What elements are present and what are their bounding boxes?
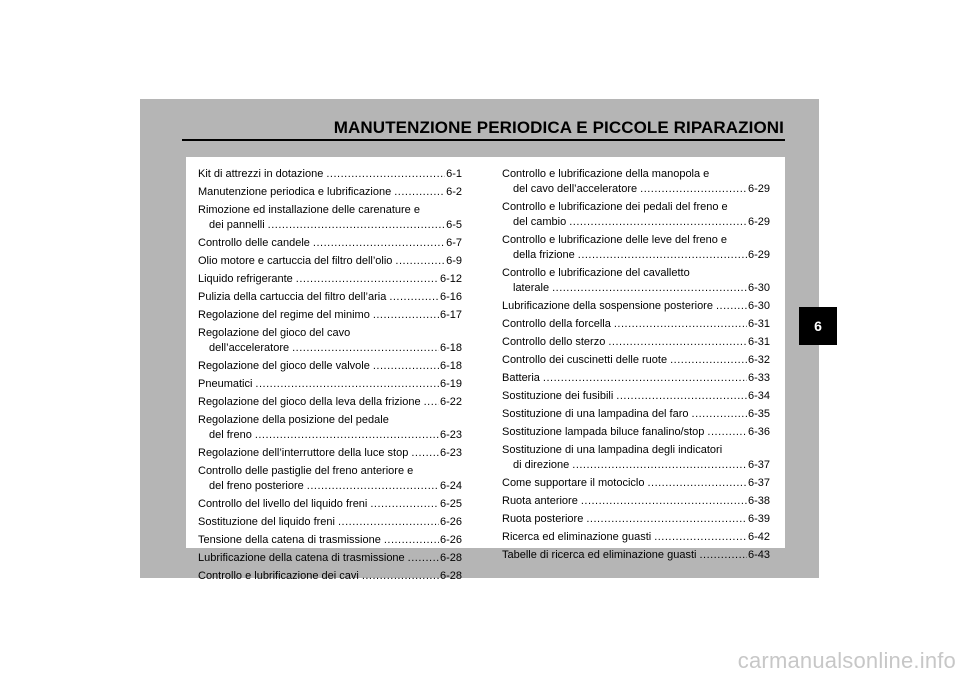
toc-entry-title: Lubrificazione della catena di trasmissione bbox=[198, 552, 405, 564]
toc-leader-dots bbox=[586, 512, 747, 527]
toc-entry[interactable] bbox=[502, 233, 770, 263]
toc-entry-title-line1: Sostituzione di una lampadina degli indicatori bbox=[502, 444, 723, 456]
toc-entry[interactable] bbox=[502, 353, 770, 368]
toc-leader-dots bbox=[640, 182, 747, 197]
toc-leader-dots bbox=[326, 167, 445, 182]
toc-leader-dots bbox=[338, 515, 439, 530]
toc-entry-page: 6-36 bbox=[747, 426, 770, 438]
toc-entry-row bbox=[198, 395, 462, 410]
toc-entry[interactable] bbox=[198, 254, 462, 269]
toc-entry-row bbox=[502, 353, 770, 368]
toc-entry-title-line1: Regolazione del gioco del cavo bbox=[198, 327, 351, 339]
toc-leader-dots bbox=[616, 389, 747, 404]
toc-entry-page: 6-26 bbox=[439, 534, 462, 546]
toc-entry-page: 6-16 bbox=[439, 291, 462, 303]
toc-entry[interactable] bbox=[502, 494, 770, 509]
toc-entry[interactable] bbox=[198, 515, 462, 530]
toc-entry-row bbox=[198, 272, 462, 287]
toc-entry-page: 6-17 bbox=[439, 309, 462, 321]
title-underline bbox=[182, 139, 785, 141]
toc-entry[interactable] bbox=[198, 497, 462, 512]
toc-entry-title: dei pannelli bbox=[209, 219, 265, 231]
toc-entry-row bbox=[198, 185, 462, 200]
toc-entry-title: della frizione bbox=[513, 249, 575, 261]
toc-entry[interactable] bbox=[198, 203, 462, 233]
toc-entry-page: 6-35 bbox=[747, 408, 770, 420]
toc-entry-page: 6-31 bbox=[747, 318, 770, 330]
toc-entry-row bbox=[198, 515, 462, 530]
toc-entry-title: Regolazione del gioco delle valvole bbox=[198, 360, 370, 372]
page-title: MANUTENZIONE PERIODICA E PICCOLE RIPARAZIONI bbox=[333, 118, 784, 137]
toc-entry-row bbox=[198, 551, 462, 566]
toc-entry-page: 6-25 bbox=[439, 498, 462, 510]
toc-entry-title: Liquido refrigerante bbox=[198, 273, 293, 285]
toc-entry-page: 6-32 bbox=[747, 354, 770, 366]
chapter-tab[interactable]: 6 bbox=[799, 307, 837, 345]
toc-entry-row bbox=[502, 548, 770, 563]
toc-entry-title: dell’acceleratore bbox=[209, 342, 290, 354]
toc-entry-page: 6-37 bbox=[747, 477, 770, 489]
toc-entry-page: 6-1 bbox=[446, 168, 462, 180]
toc-entry-title: Olio motore e cartuccia del filtro dell’olio bbox=[198, 255, 393, 267]
toc-entry-title-line1: Regolazione della posizione del pedale bbox=[198, 414, 389, 426]
toc-leader-dots bbox=[608, 335, 747, 350]
toc-entry-title: Regolazione del gioco della leva della frizione bbox=[198, 396, 421, 408]
toc-entry-title-line1: Controllo e lubrificazione dei pedali del freno e bbox=[502, 201, 728, 213]
toc-entry-row bbox=[198, 308, 462, 323]
toc-leader-dots bbox=[572, 458, 747, 473]
toc-entry-title: Sostituzione lampada biluce fanalino/stop bbox=[502, 426, 705, 438]
toc-entry-page: 6-26 bbox=[439, 516, 462, 528]
toc-entry-row bbox=[502, 215, 770, 230]
toc-entry-page: 6-9 bbox=[446, 255, 462, 267]
toc-entry-page: 6-30 bbox=[747, 282, 770, 294]
toc-entry[interactable] bbox=[502, 425, 770, 440]
toc-entry-title: Sostituzione dei fusibili bbox=[502, 390, 614, 402]
toc-entry-page: 6-38 bbox=[747, 495, 770, 507]
toc-leader-dots bbox=[292, 341, 439, 356]
toc-entry-title: Pulizia della cartuccia del filtro dell’aria bbox=[198, 291, 387, 303]
toc-leader-dots bbox=[699, 548, 747, 563]
toc-entry-row bbox=[198, 254, 462, 269]
toc-leader-dots bbox=[373, 308, 439, 323]
toc-entry-title: laterale bbox=[513, 282, 550, 294]
toc-entry-title: Kit di attrezzi in dotazione bbox=[198, 168, 324, 180]
toc-entry[interactable] bbox=[198, 533, 462, 548]
toc-entry[interactable] bbox=[198, 377, 462, 392]
toc-entry[interactable] bbox=[198, 308, 462, 323]
toc-entry-page: 6-33 bbox=[747, 372, 770, 384]
toc-entry-page: 6-18 bbox=[439, 360, 462, 372]
toc-entry-row bbox=[198, 218, 462, 233]
toc-leader-dots bbox=[395, 254, 445, 269]
toc-entry-title: Ruota anteriore bbox=[502, 495, 578, 507]
toc-entry-title-line1: Rimozione ed installazione delle carenature e bbox=[198, 204, 420, 216]
toc-leader-dots bbox=[373, 359, 439, 374]
toc-entry[interactable] bbox=[198, 326, 462, 356]
toc-leader-dots bbox=[654, 530, 747, 545]
toc-entry-title: Ricerca ed eliminazione guasti bbox=[502, 531, 652, 543]
toc-entry-row bbox=[502, 317, 770, 332]
toc-entry-row bbox=[502, 512, 770, 527]
toc-entry-title: del freno posteriore bbox=[209, 480, 304, 492]
toc-entry-page: 6-29 bbox=[747, 183, 770, 195]
toc-entry-row bbox=[198, 569, 462, 584]
toc-left-column bbox=[198, 167, 462, 587]
toc-entry-title-line1: Controllo e lubrificazione del cavalletto bbox=[502, 267, 690, 279]
toc-entry[interactable] bbox=[502, 335, 770, 350]
toc-leader-dots bbox=[424, 395, 439, 410]
toc-entry[interactable] bbox=[198, 551, 462, 566]
toc-entry-row bbox=[198, 446, 462, 461]
toc-entry-page: 6-23 bbox=[439, 429, 462, 441]
toc-entry[interactable] bbox=[502, 299, 770, 314]
toc-entry[interactable] bbox=[198, 569, 462, 584]
toc-entry-title: Sostituzione del liquido freni bbox=[198, 516, 335, 528]
toc-entry[interactable] bbox=[198, 185, 462, 200]
toc-entry-page: 6-28 bbox=[439, 570, 462, 582]
toc-entry[interactable] bbox=[198, 236, 462, 251]
toc-entry[interactable] bbox=[502, 548, 770, 563]
toc-entry-title: Manutenzione periodica e lubrificazione bbox=[198, 186, 392, 198]
toc-entry-page: 6-28 bbox=[439, 552, 462, 564]
toc-entry-page: 6-34 bbox=[747, 390, 770, 402]
toc-entry-page: 6-42 bbox=[747, 531, 770, 543]
toc-entry-row bbox=[502, 371, 770, 386]
toc-entry-page: 6-29 bbox=[747, 249, 770, 261]
toc-panel bbox=[186, 157, 785, 582]
toc-entry[interactable] bbox=[198, 395, 462, 410]
toc-leader-dots bbox=[411, 446, 439, 461]
toc-entry-row bbox=[198, 290, 462, 305]
toc-leader-dots bbox=[716, 299, 747, 314]
toc-entry-row bbox=[198, 167, 462, 182]
toc-entry-title-line1: Controllo e lubrificazione delle leve del freno e bbox=[502, 234, 728, 246]
toc-entry-page: 6-39 bbox=[747, 513, 770, 525]
toc-entry-title: Controllo delle candele bbox=[198, 237, 310, 249]
toc-entry[interactable] bbox=[198, 167, 462, 182]
toc-entry[interactable] bbox=[502, 476, 770, 491]
toc-entry-row bbox=[198, 428, 462, 443]
toc-entry[interactable] bbox=[502, 200, 770, 230]
toc-entry[interactable] bbox=[502, 530, 770, 545]
toc-entry-row bbox=[502, 281, 770, 296]
toc-leader-dots bbox=[255, 377, 439, 392]
toc-entry-row bbox=[198, 479, 462, 494]
toc-entry[interactable] bbox=[502, 317, 770, 332]
toc-entry-row bbox=[502, 476, 770, 491]
toc-entry-page: 6-31 bbox=[747, 336, 770, 348]
toc-leader-dots bbox=[408, 551, 439, 566]
toc-entry-page: 6-23 bbox=[439, 447, 462, 459]
toc-entry-title: Batteria bbox=[502, 372, 540, 384]
toc-entry[interactable] bbox=[502, 407, 770, 422]
toc-entry-title: del freno bbox=[209, 429, 252, 441]
toc-leader-dots bbox=[268, 218, 445, 233]
toc-entry-row bbox=[502, 182, 770, 197]
toc-leader-dots bbox=[313, 236, 445, 251]
toc-entry[interactable] bbox=[502, 167, 770, 197]
toc-entry-page: 6-7 bbox=[446, 237, 462, 249]
toc-leader-dots bbox=[647, 476, 747, 491]
toc-leader-dots bbox=[394, 185, 445, 200]
toc-leader-dots bbox=[581, 494, 747, 509]
toc-entry-row bbox=[198, 236, 462, 251]
toc-entry[interactable] bbox=[198, 413, 462, 443]
toc-entry-row bbox=[502, 407, 770, 422]
toc-entry-title: Sostituzione di una lampadina del faro bbox=[502, 408, 689, 420]
toc-entry[interactable] bbox=[198, 446, 462, 461]
toc-entry[interactable] bbox=[198, 464, 462, 494]
toc-entry-page: 6-24 bbox=[439, 480, 462, 492]
toc-entry[interactable] bbox=[502, 512, 770, 527]
toc-entry-page: 6-19 bbox=[439, 378, 462, 390]
toc-leader-dots bbox=[569, 215, 747, 230]
toc-entry-row bbox=[502, 335, 770, 350]
toc-entry-row bbox=[198, 341, 462, 356]
toc-leader-dots bbox=[707, 425, 747, 440]
toc-entry-row bbox=[198, 359, 462, 374]
toc-entry[interactable] bbox=[198, 359, 462, 374]
watermark: carmanualsonline.info bbox=[737, 648, 956, 673]
toc-entry-title: Controllo del livello del liquido freni bbox=[198, 498, 368, 510]
toc-entry-page: 6-22 bbox=[439, 396, 462, 408]
toc-entry-page: 6-43 bbox=[747, 549, 770, 561]
toc-entry-row bbox=[198, 497, 462, 512]
toc-entry-page: 6-2 bbox=[446, 186, 462, 198]
toc-leader-dots bbox=[389, 290, 439, 305]
toc-entry-page: 6-37 bbox=[747, 459, 770, 471]
toc-entry[interactable] bbox=[502, 266, 770, 296]
toc-entry-title: di direzione bbox=[513, 459, 570, 471]
toc-entry[interactable] bbox=[502, 389, 770, 404]
toc-entry-title: Lubrificazione della sospensione posteriore bbox=[502, 300, 713, 312]
toc-leader-dots bbox=[362, 569, 439, 584]
toc-leader-dots bbox=[296, 272, 439, 287]
toc-entry[interactable] bbox=[502, 371, 770, 386]
toc-entry[interactable] bbox=[198, 272, 462, 287]
toc-entry-row bbox=[502, 299, 770, 314]
toc-entry-title: Regolazione dell’interruttore della luce stop bbox=[198, 447, 409, 459]
toc-entry-row bbox=[198, 533, 462, 548]
toc-entry-title: Tabelle di ricerca ed eliminazione guasti bbox=[502, 549, 697, 561]
toc-entry-title: Controllo dello sterzo bbox=[502, 336, 606, 348]
toc-entry-row bbox=[502, 425, 770, 440]
toc-entry-page: 6-12 bbox=[439, 273, 462, 285]
toc-leader-dots bbox=[370, 497, 439, 512]
toc-leader-dots bbox=[692, 407, 747, 422]
toc-entry-row bbox=[502, 248, 770, 263]
toc-entry-page: 6-29 bbox=[747, 216, 770, 228]
toc-leader-dots bbox=[578, 248, 747, 263]
toc-entry-title: Tensione della catena di trasmissione bbox=[198, 534, 381, 546]
toc-entry-title: del cavo dell’acceleratore bbox=[513, 183, 638, 195]
toc-entry-title-line1: Controllo e lubrificazione della manopola e bbox=[502, 168, 710, 180]
toc-entry-row bbox=[502, 494, 770, 509]
toc-entry-page: 6-18 bbox=[439, 342, 462, 354]
toc-entry-title: Controllo e lubrificazione dei cavi bbox=[198, 570, 359, 582]
toc-leader-dots bbox=[255, 428, 439, 443]
toc-entry-row bbox=[502, 389, 770, 404]
toc-entry-title-line1: Controllo delle pastiglie del freno anteriore e bbox=[198, 465, 414, 477]
toc-leader-dots bbox=[543, 371, 747, 386]
toc-entry-title: del cambio bbox=[513, 216, 567, 228]
toc-entry-row bbox=[198, 377, 462, 392]
toc-entry-title: Controllo dei cuscinetti delle ruote bbox=[502, 354, 668, 366]
toc-entry-page: 6-30 bbox=[747, 300, 770, 312]
toc-entry[interactable] bbox=[198, 290, 462, 305]
toc-leader-dots bbox=[614, 317, 747, 332]
toc-leader-dots bbox=[670, 353, 747, 368]
toc-entry-title: Come supportare il motociclo bbox=[502, 477, 645, 489]
toc-entry-page: 6-5 bbox=[446, 219, 462, 231]
toc-leader-dots bbox=[307, 479, 439, 494]
toc-entry-title: Pneumatici bbox=[198, 378, 253, 390]
toc-entry-title: Regolazione del regime del minimo bbox=[198, 309, 370, 321]
toc-entry-title: Controllo della forcella bbox=[502, 318, 611, 330]
toc-right-column bbox=[502, 167, 770, 566]
toc-leader-dots bbox=[552, 281, 747, 296]
toc-entry-row bbox=[502, 458, 770, 473]
toc-entry[interactable] bbox=[502, 443, 770, 473]
toc-leader-dots bbox=[384, 533, 439, 548]
toc-entry-title: Ruota posteriore bbox=[502, 513, 584, 525]
toc-entry-row bbox=[502, 530, 770, 545]
